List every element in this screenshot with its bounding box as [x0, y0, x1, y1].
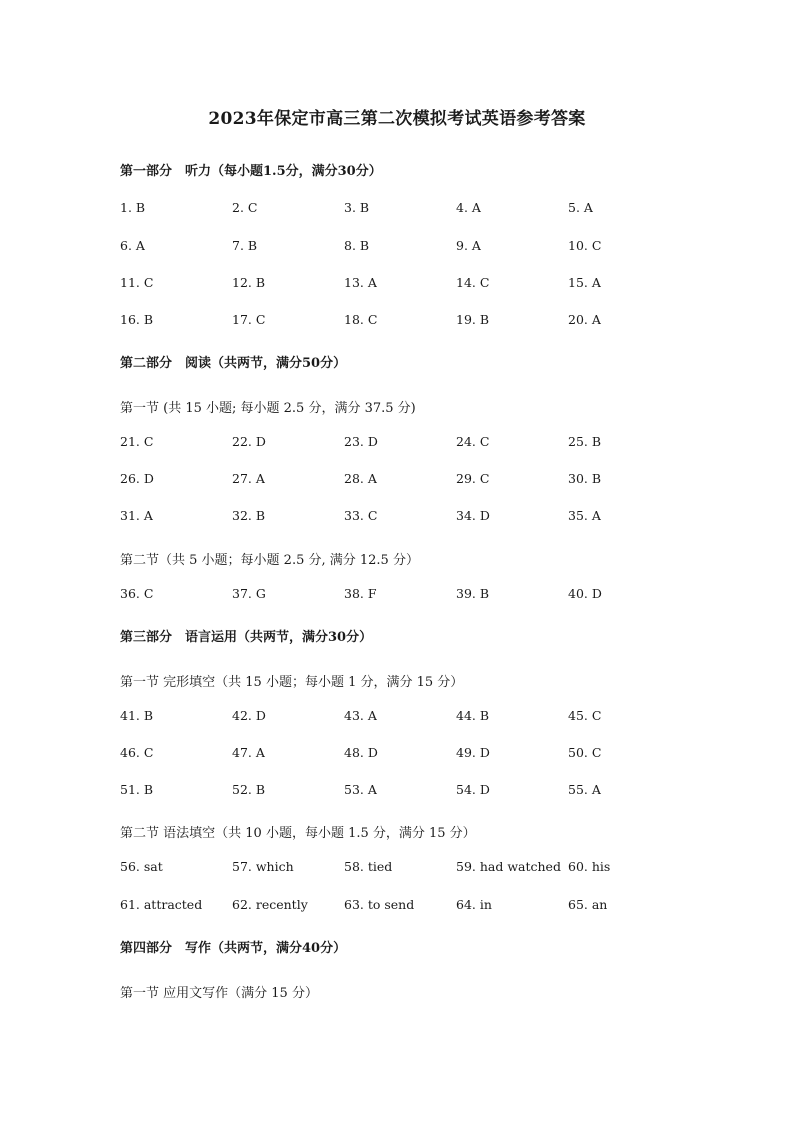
- answer-row: [120, 859, 680, 879]
- answer-cell: 49. D: [456, 745, 490, 760]
- answer-cell: 45. C: [568, 708, 602, 723]
- answer-row: [120, 782, 680, 802]
- part3-heading: 第三部分 语言运用（共两节，满分30分）: [120, 630, 373, 645]
- answer-cell: 65. an: [568, 897, 608, 912]
- part3-section1-heading: 第一节 完形填空（共 15 小题；每小题 1 分，满分 15 分）: [120, 675, 464, 690]
- answer-cell: 52. B: [232, 782, 266, 797]
- answer-cell: 50. C: [568, 745, 602, 760]
- answer-cell: 24. C: [456, 434, 490, 449]
- answer-cell: 14. C: [456, 275, 490, 290]
- answer-row: [120, 708, 680, 728]
- answer-cell: 10. C: [568, 238, 602, 253]
- answer-cell: 37. G: [232, 586, 266, 601]
- answer-row: [120, 312, 680, 332]
- answer-cell: 59. had watched: [456, 859, 561, 874]
- answer-cell: 64. in: [456, 897, 492, 912]
- answer-cell: 36. C: [120, 586, 154, 601]
- answer-cell: 13. A: [344, 275, 377, 290]
- answer-cell: 7. B: [232, 238, 258, 253]
- answer-cell: 19. B: [456, 312, 490, 327]
- answer-row: [120, 434, 680, 454]
- answer-cell: 20. A: [568, 312, 601, 327]
- answer-row: [120, 238, 680, 258]
- answer-cell: 51. B: [120, 782, 154, 797]
- answer-cell: 33. C: [344, 508, 378, 523]
- answer-cell: 9. A: [456, 238, 481, 253]
- answer-row: [120, 508, 680, 528]
- answer-cell: 43. A: [344, 708, 377, 723]
- answer-cell: 31. A: [120, 508, 153, 523]
- answer-cell: 26. D: [120, 471, 154, 486]
- answer-cell: 63. to send: [344, 897, 415, 912]
- answer-row: [120, 200, 680, 220]
- answer-cell: 39. B: [456, 586, 490, 601]
- answer-cell: 21. C: [120, 434, 154, 449]
- answer-cell: 18. C: [344, 312, 378, 327]
- answer-cell: 60. his: [568, 859, 611, 874]
- answer-cell: 35. A: [568, 508, 601, 523]
- answer-cell: 32. B: [232, 508, 266, 523]
- answer-cell: 41. B: [120, 708, 154, 723]
- answer-cell: 40. D: [568, 586, 602, 601]
- answer-cell: 23. D: [344, 434, 378, 449]
- part4-heading: 第四部分 写作（共两节，满分40分）: [120, 941, 347, 956]
- answer-cell: 11. C: [120, 275, 154, 290]
- answer-row: [120, 745, 680, 765]
- answer-cell: 48. D: [344, 745, 378, 760]
- answer-cell: 56. sat: [120, 859, 163, 874]
- answer-cell: 30. B: [568, 471, 602, 486]
- answer-cell: 12. B: [232, 275, 266, 290]
- page-title: 2023年保定市高三第二次模拟考试英语参考答案: [208, 109, 586, 129]
- answer-row: [120, 275, 680, 295]
- answer-cell: 15. A: [568, 275, 601, 290]
- part2-heading: 第二部分 阅读（共两节，满分50分）: [120, 356, 347, 371]
- answer-cell: 38. F: [344, 586, 377, 601]
- answer-cell: 34. D: [456, 508, 490, 523]
- answer-cell: 5. A: [568, 200, 593, 215]
- answer-cell: 47. A: [232, 745, 265, 760]
- answer-cell: 27. A: [232, 471, 265, 486]
- answer-cell: 29. C: [456, 471, 490, 486]
- answer-cell: 54. D: [456, 782, 490, 797]
- answer-row: [120, 586, 680, 606]
- answer-cell: 16. B: [120, 312, 154, 327]
- answer-cell: 42. D: [232, 708, 266, 723]
- answer-cell: 1. B: [120, 200, 146, 215]
- answer-cell: 53. A: [344, 782, 377, 797]
- answer-row: [120, 897, 680, 917]
- answer-cell: 46. C: [120, 745, 154, 760]
- answer-cell: 17. C: [232, 312, 266, 327]
- part1-heading: 第一部分 听力（每小题1.5分，满分30分）: [120, 164, 382, 179]
- answer-cell: 3. B: [344, 200, 370, 215]
- answer-cell: 22. D: [232, 434, 266, 449]
- answer-row: [120, 471, 680, 491]
- answer-cell: 8. B: [344, 238, 370, 253]
- answer-cell: 55. A: [568, 782, 601, 797]
- answer-cell: 44. B: [456, 708, 490, 723]
- part2-section2-heading: 第二节（共 5 小题；每小题 2.5 分, 满分 12.5 分）: [120, 553, 419, 568]
- part2-section1-heading: 第一节 (共 15 小题; 每小题 2.5 分，满分 37.5 分): [120, 401, 416, 416]
- part4-section1-heading: 第一节 应用文写作（满分 15 分）: [120, 986, 318, 1001]
- answer-cell: 58. tied: [344, 859, 393, 874]
- answer-cell: 57. which: [232, 859, 294, 874]
- answer-cell: 28. A: [344, 471, 377, 486]
- answer-cell: 25. B: [568, 434, 602, 449]
- answer-cell: 62. recently: [232, 897, 308, 912]
- answer-cell: 2. C: [232, 200, 258, 215]
- answer-cell: 4. A: [456, 200, 481, 215]
- answer-cell: 61. attracted: [120, 897, 203, 912]
- answer-cell: 6. A: [120, 238, 145, 253]
- part3-section2-heading: 第二节 语法填空（共 10 小题，每小题 1.5 分，满分 15 分）: [120, 826, 476, 841]
